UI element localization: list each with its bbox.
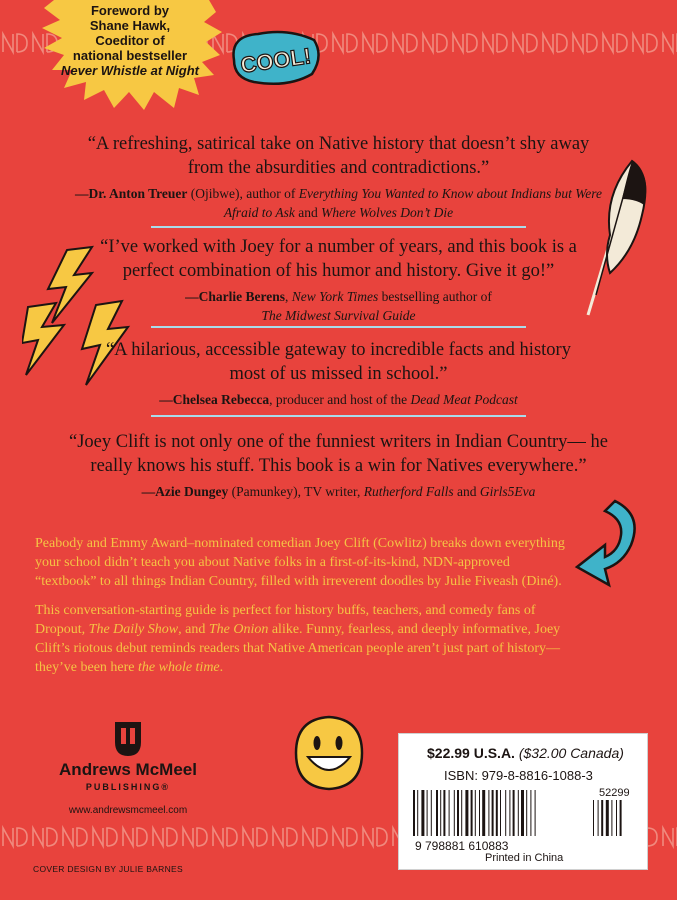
description-title: The Daily Show	[88, 622, 179, 637]
barcode-bar	[513, 790, 515, 836]
barcode-bar	[454, 790, 455, 836]
quote-attribution	[60, 482, 617, 501]
description-text: alike. Funny, fearless, and deeply informative, Joey Clift’s riotous debut reminds readers that Native American people aren’t just part of history—they’ve been here	[35, 622, 561, 675]
barcode-bar	[530, 790, 531, 836]
quote-book-title: The Midwest Survival Guide	[261, 308, 416, 323]
quote-text: “Joey Clift is not only one of the funniest writers in Indian Country— he really knows his stuff. This book is a win for Natives everywhere.”	[69, 432, 608, 476]
barcode-bar	[606, 800, 609, 836]
barcode-bar	[601, 800, 603, 836]
endorsement-quote	[75, 132, 602, 222]
barcode-bar	[461, 790, 462, 836]
smiley-face-icon	[292, 713, 366, 793]
quote-publication: Dead Meat Podcast	[410, 392, 518, 407]
quote-book-title: Everything You Wanted to Know about Indians but Were Afraid to Ask	[223, 186, 602, 220]
barcode-bar	[449, 790, 450, 836]
quote-author: —Chelsea Rebecca	[159, 392, 270, 407]
canada-price: ($32.00 Canada)	[518, 745, 624, 761]
cool-doodle-icon	[228, 26, 324, 92]
curved-arrow-icon	[565, 495, 645, 595]
us-price: $22.99 U.S.A.	[427, 745, 515, 761]
barcode-bar	[616, 800, 617, 836]
quote-author-info: bestselling author of	[378, 289, 492, 304]
barcode-icon	[409, 788, 641, 852]
barcode-bar	[492, 790, 494, 836]
quote-text: “A hilarious, accessible gateway to incredible facts and history most of us missed in school.”	[106, 340, 571, 384]
quote-attribution	[75, 184, 602, 222]
quote-author-info: , producer and host of the	[269, 392, 411, 407]
barcode-bar	[479, 790, 480, 836]
quote-show-title: Rutherford Falls	[363, 484, 454, 499]
cover-design-credit: COVER DESIGN BY JULIE BARNES	[33, 864, 183, 874]
description-text: This conversation-starting guide is perfect for history buffs, teachers, and comedy fans of Dropout,	[35, 603, 536, 637]
price-barcode-box	[398, 733, 648, 870]
barcode-bar	[431, 790, 432, 836]
description-emphasis: the whole time	[138, 660, 220, 675]
quote-publication: New York Times	[291, 289, 379, 304]
quote-show-title: Girls5Eva	[479, 484, 536, 499]
quote-author: —Charlie Berens	[185, 289, 285, 304]
endorsement-quote	[100, 338, 577, 409]
quote-divider	[151, 326, 526, 328]
endorsement-quote	[60, 430, 617, 501]
publisher-name: Andrews McMeel	[59, 760, 197, 779]
description-text: , and	[178, 622, 209, 637]
description-paragraph: Peabody and Emmy Award–nominated comedian Joey Clift (Cowlitz) breaks down everything your school didn’t teach you about Native folks in a first-of-its-kind, NDN-approved “textbook” to all things Indian Country, filled with irreverent doodles by Julie Fiveash (Diné).	[35, 536, 565, 589]
quote-author-info: (Ojibwe), author of	[187, 186, 299, 201]
barcode-bar	[598, 800, 599, 836]
foreword-callout	[60, 3, 200, 78]
isbn-number: ISBN: 979-8-8816-1088-3	[444, 768, 593, 783]
barcode-bar	[500, 790, 501, 836]
description-title: The Onion	[208, 622, 269, 637]
description-text: .	[219, 660, 224, 675]
barcode-bar	[521, 790, 524, 836]
barcode-bar	[475, 790, 476, 836]
quote-book-title: Where Wolves Don’t Die	[321, 205, 454, 220]
foreword-book-title: Never Whistle at Night	[61, 63, 199, 78]
cool-text: COOL!	[238, 43, 313, 78]
quote-attribution: —Charlie Berens, New York Times bestselling author of The Midwest Survival Guide	[185, 289, 492, 323]
barcode-bar	[413, 790, 415, 836]
foreword-line: national bestseller	[72, 48, 188, 63]
barcode-bar	[535, 790, 536, 836]
quote-connector: and	[294, 205, 322, 220]
barcode-bar	[488, 790, 489, 836]
quote-author-info: (Pamunkey), TV writer,	[228, 484, 364, 499]
barcode-bar	[593, 800, 594, 836]
barcode-bar	[509, 790, 510, 836]
barcode-bar	[505, 790, 506, 836]
foreword-line: Foreword by	[90, 3, 169, 18]
barcode-bar	[421, 790, 424, 836]
foreword-line: Shane Hawk,	[89, 18, 171, 33]
barcode-bar	[427, 790, 428, 836]
foreword-line: Coeditor of	[95, 33, 165, 48]
barcode-digits: 9 798881 610883	[415, 839, 509, 852]
quote-text: “A refreshing, satirical take on Native history that doesn’t shy away from the absurdities and contradictions.”	[87, 134, 590, 178]
printed-location: Printed in China	[485, 852, 564, 864]
book-description	[35, 534, 570, 687]
barcode-bar	[417, 790, 418, 836]
quote-divider	[151, 226, 526, 228]
publisher-url: www.andrewsmcmeel.com	[68, 805, 188, 816]
barcode-bar	[526, 790, 527, 836]
barcode-bar	[440, 790, 441, 836]
barcode-bar	[482, 790, 485, 836]
description-paragraph	[35, 601, 570, 677]
barcode-bar	[518, 790, 519, 836]
price-label	[427, 745, 624, 761]
barcode-bar	[471, 790, 473, 836]
barcode-bar	[443, 790, 445, 836]
quote-author: —Azie Dungey	[141, 484, 229, 499]
quote-author: —Dr. Anton Treuer	[75, 186, 188, 201]
quote-attribution	[100, 390, 577, 409]
barcode-bar	[496, 790, 498, 836]
barcode-bar	[620, 800, 622, 836]
barcode-bar	[611, 800, 612, 836]
barcode-bar	[465, 790, 468, 836]
quote-divider	[151, 415, 526, 417]
publisher-mark-icon	[111, 718, 145, 758]
barcode-bar	[436, 790, 438, 836]
publisher-subtitle: PUBLISHING®	[85, 782, 171, 792]
quote-text: “I’ve worked with Joey for a number of years, and this book is a perfect combination of his humor and history. Give it go!”	[100, 237, 577, 281]
barcode-bar	[457, 790, 459, 836]
quote-connector: and	[453, 484, 480, 499]
barcode-addon: 52299	[599, 788, 630, 799]
endorsement-quote	[100, 235, 577, 325]
